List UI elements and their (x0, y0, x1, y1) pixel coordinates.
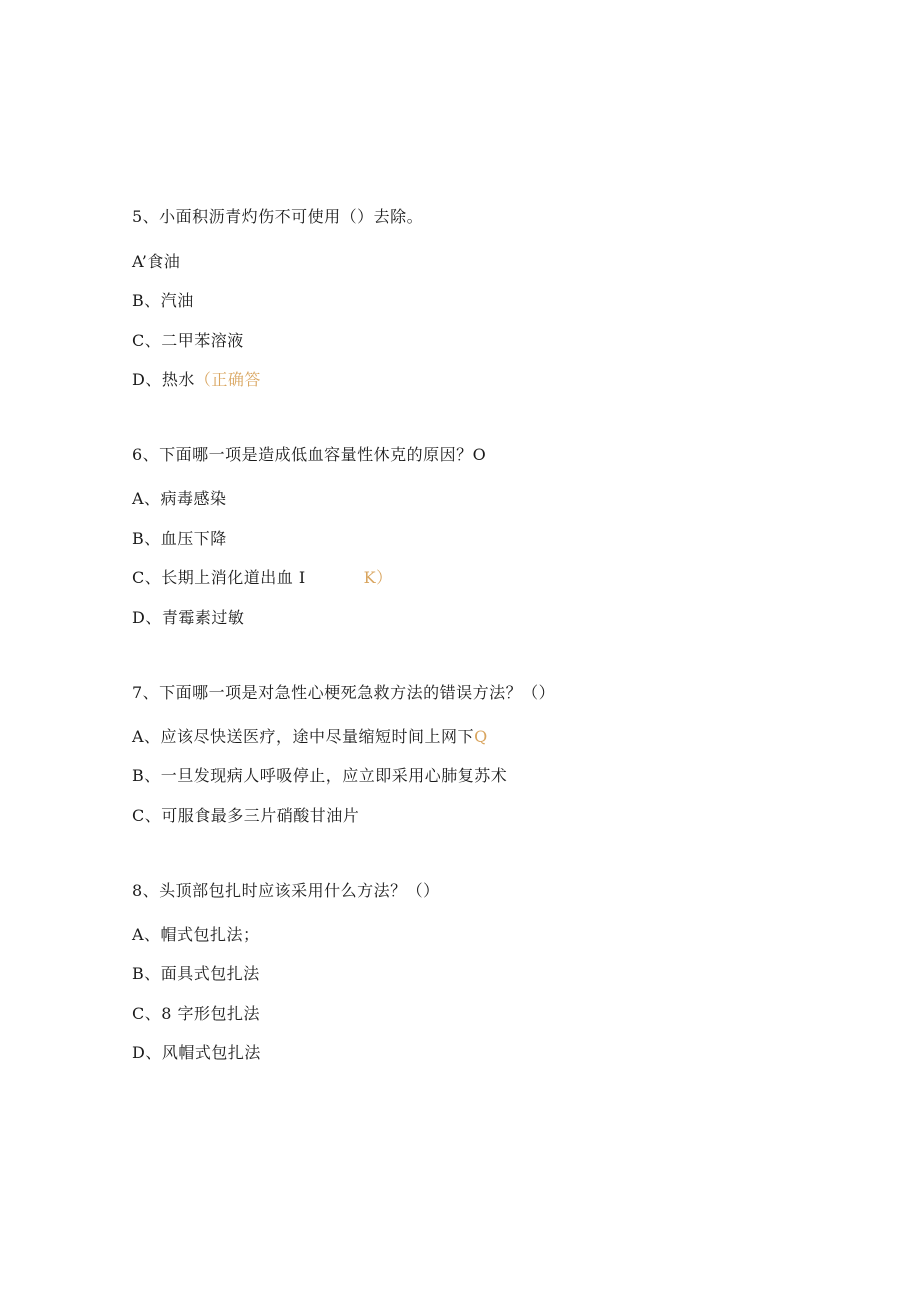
option-text: A、应该尽快送医疗，途中尽量缩短时间上网下 (132, 727, 475, 746)
question-6-option-c (132, 568, 393, 588)
question-7-stem: 7、下面哪一项是对急性心梗死急救方法的错误方法？（） (132, 683, 556, 702)
answer-mark: （正确答 (194, 370, 261, 389)
question-8-option-a: A、帽式包扎法； (132, 925, 260, 944)
question-6-option-b: B、血压下降 (132, 529, 227, 548)
question-7-option-c: C、可服食最多三片硝酸甘油片 (132, 806, 360, 825)
question-5-stem: 5、小面积沥青灼伤不可使用（）去除。 (132, 207, 424, 226)
question-8-option-c: C、8 字形包扎法 (132, 1004, 261, 1023)
option-text: D、热水 (132, 370, 195, 389)
question-6-stem: 6、下面哪一项是造成低血容量性休克的原因？O (132, 445, 487, 464)
question-6-option-d: D、青霉素过敏 (132, 608, 245, 627)
question-8-option-b: B、面具式包扎法 (132, 964, 260, 983)
question-6-option-a: A、病毒感染 (132, 489, 227, 508)
question-8-option-d: D、风帽式包扎法 (132, 1043, 261, 1062)
question-5-option-c: C、二甲苯溶液 (132, 331, 244, 350)
question-7-option-b: B、一旦发现病人呼吸停止，应立即采用心肺复苏术 (132, 766, 508, 785)
question-5-option-b: B、汽油 (132, 291, 194, 310)
option-text: C、长期上消化道出血 I (132, 568, 306, 587)
answer-mark: Q (474, 727, 488, 746)
answer-mark: K） (363, 568, 393, 587)
question-7-option-a (132, 727, 488, 747)
question-5-option-a: A’食油 (132, 252, 181, 271)
question-8-stem: 8、头顶部包扎时应该采用什么方法？（） (132, 881, 440, 900)
question-5-option-d (132, 370, 261, 390)
